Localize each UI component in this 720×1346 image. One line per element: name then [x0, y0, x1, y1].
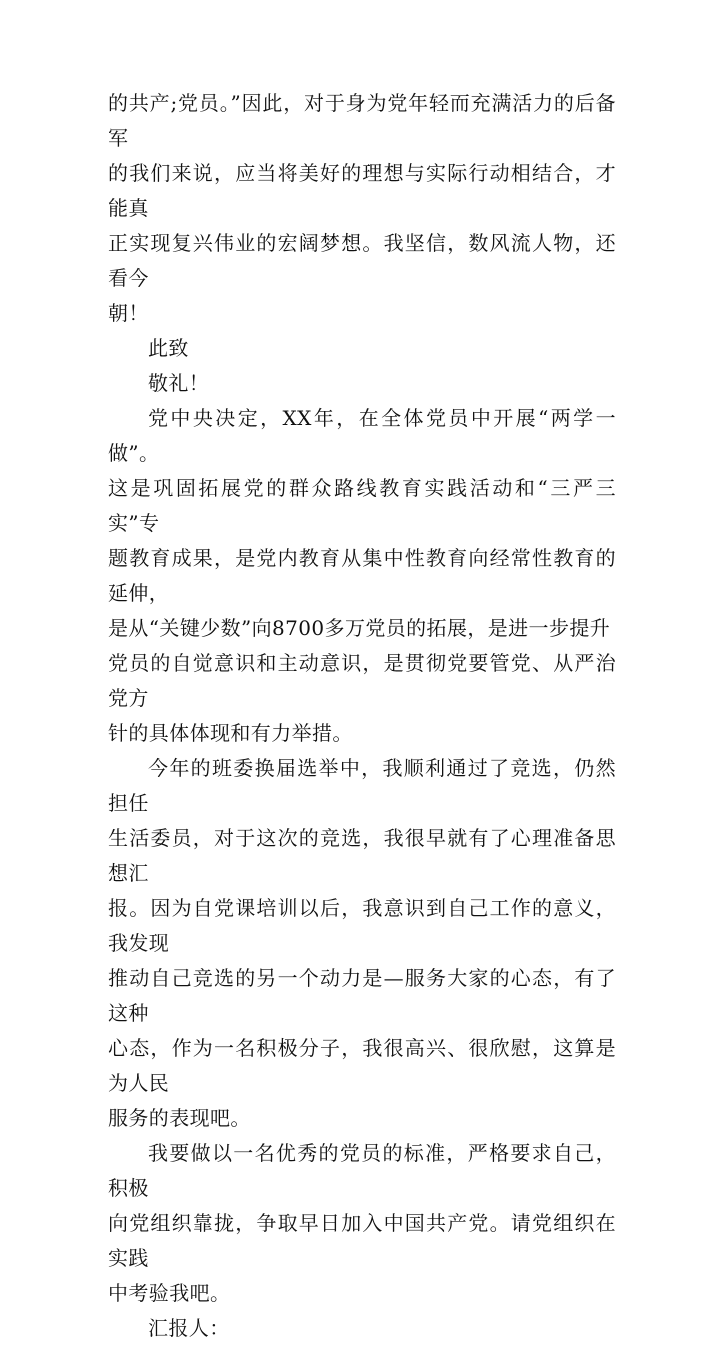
- closing-regards: [108, 366, 616, 401]
- paragraph-election: [108, 751, 616, 1136]
- document-page: [108, 86, 616, 1346]
- text-line: 敬礼！: [148, 371, 210, 395]
- text-line: 服务的表现吧。: [108, 1106, 251, 1130]
- text-line: 朝！: [108, 301, 149, 325]
- text-line: 是从“关键少数”向8700多万党员的拓展，是进一步提升: [108, 616, 611, 640]
- paragraph-conclusion: [108, 86, 616, 331]
- text-line: 报。因为自党课培训以后，我意识到自己工作的意义，我发现: [108, 896, 616, 955]
- text-line: 生活委员，对于这次的竞选，我很早就有了心理准备思想汇: [108, 826, 616, 885]
- text-line: 的共产;党员。”因此，对于身为党年轻而充满活力的后备军: [108, 91, 616, 150]
- text-line: 此致: [148, 336, 189, 360]
- text-line: 向党组织靠拢，争取早日加入中国共产党。请党组织在实践: [108, 1211, 616, 1270]
- text-line: 针的具体体现和有力举措。: [108, 721, 353, 745]
- text-line: 汇报人：: [148, 1316, 230, 1340]
- text-line: 党中央决定，XX年，在全体党员中开展“两学一做”。: [108, 406, 616, 465]
- text-line: 今年的班委换届选举中，我顺利通过了竞选，仍然担任: [108, 756, 616, 815]
- text-line: 推动自己竞选的另一个动力是—服务大家的心态，有了这种: [108, 966, 616, 1025]
- text-line: 这是巩固拓展党的群众路线教育实践活动和“三严三实”专: [108, 476, 616, 535]
- text-line: 题教育成果，是党内教育从集中性教育向经常性教育的延伸，: [108, 546, 616, 605]
- text-line: 中考验我吧。: [108, 1281, 231, 1305]
- text-line: 正实现复兴伟业的宏阔梦想。我坚信，数风流人物，还看今: [108, 231, 616, 290]
- paragraph-commitment: [108, 1136, 616, 1311]
- paragraph-party-decision: [108, 401, 616, 751]
- reporter-signature-line: [108, 1311, 616, 1346]
- closing-salutation: [108, 331, 616, 366]
- text-line: 心态，作为一名积极分子，我很高兴、很欣慰，这算是为人民: [108, 1036, 616, 1095]
- text-line: 我要做以一名优秀的党员的标准，严格要求自己，积极: [108, 1141, 616, 1200]
- text-line: 党员的自觉意识和主动意识，是贯彻党要管党、从严治党方: [108, 651, 616, 710]
- text-line: 的我们来说，应当将美好的理想与实际行动相结合，才能真: [108, 161, 616, 220]
